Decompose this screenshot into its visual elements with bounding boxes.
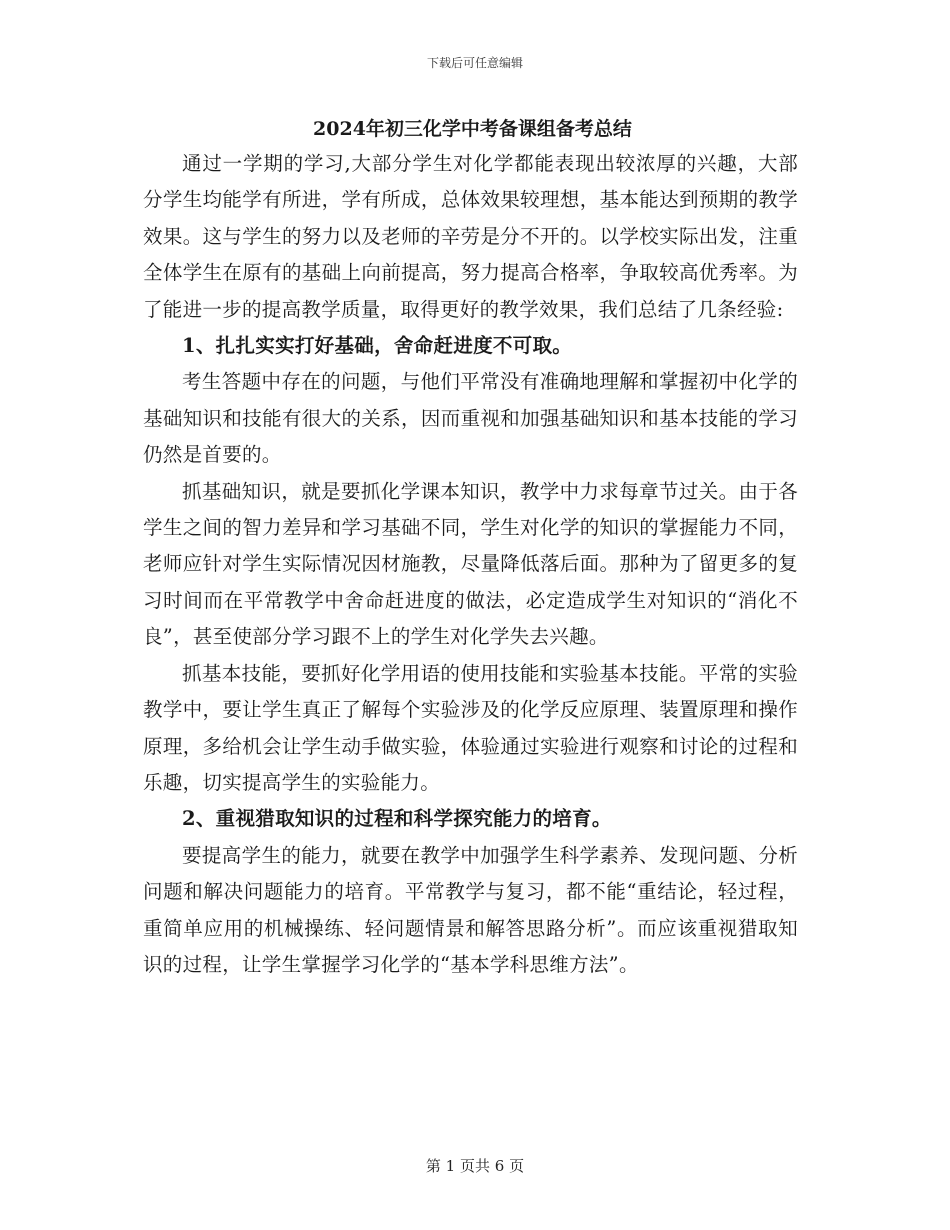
section-heading-2: 2、重视猎取知识的过程和科学探究能力的培育。 <box>182 807 612 831</box>
paragraph-exam-problems: 考生答题中存在的问题，与他们平常没有准确地理解和掌握初中化学的基础知识和技能有很大的关系，因而重视和加强基础知识和基本技能的学习仍然是首要的。 <box>143 370 798 467</box>
paragraph-intro: 通过一学期的学习,大部分学生对化学都能表现出较浓厚的兴趣，大部分学生均能学有所进，学有所成，总体效果较理想，基本能达到预期的教学效果。这与学生的努力以及老师的辛劳是分不开的。以学校实际出发，注重全体学生在原有的基础上向前提高，努力提高合格率，争取较高优秀率。为了能进一步的提高教学质量，取得更好的教学效果，我们总结了几条经验: <box>143 152 798 321</box>
paragraph-basic-skills: 抓基本技能，要抓好化学用语的使用技能和实验基本技能。平常的实验教学中，要让学生真正了解每个实验涉及的化学反应原理、装置原理和操作原理，多给机会让学生动手做实验，体验通过实验进行观察和讨论的过程和乐趣，切实提高学生的实验能力。 <box>143 661 798 794</box>
page-header: 下载后可任意编辑 <box>426 56 523 70</box>
document-title: 2024年初三化学中考备课组备考总结 <box>313 118 632 140</box>
paragraph-basic-knowledge: 抓基础知识，就是要抓化学课本知识，教学中力求每章节过关。由于各学生之间的智力差异和学习基础不同，学生对化学的知识的掌握能力不同，老师应针对学生实际情况因材施教，尽量降低落后面。那种为了留更多的复习时间而在平常教学中舍命赶进度的做法，必定造成学生对知识的“消化不良”，甚至使部分学习跟不上的学生对化学失去兴趣。 <box>143 479 798 649</box>
section-heading-1: 1、扎扎实实打好基础，舍命赶进度不可取。 <box>182 334 573 358</box>
paragraph-ability: 要提高学生的能力，就要在教学中加强学生科学素养、发现问题、分析问题和解决问题能力的培育。平常教学与复习，都不能“重结论，轻过程，重简单应用的机械操练、轻问题情景和解答思路分析”。而应该重视猎取知识的过程，让学生掌握学习化学的“基本学科思维方法”。 <box>143 843 798 976</box>
document-body <box>143 112 798 983</box>
page-footer: 第 1 页共 6 页 <box>425 1157 525 1175</box>
